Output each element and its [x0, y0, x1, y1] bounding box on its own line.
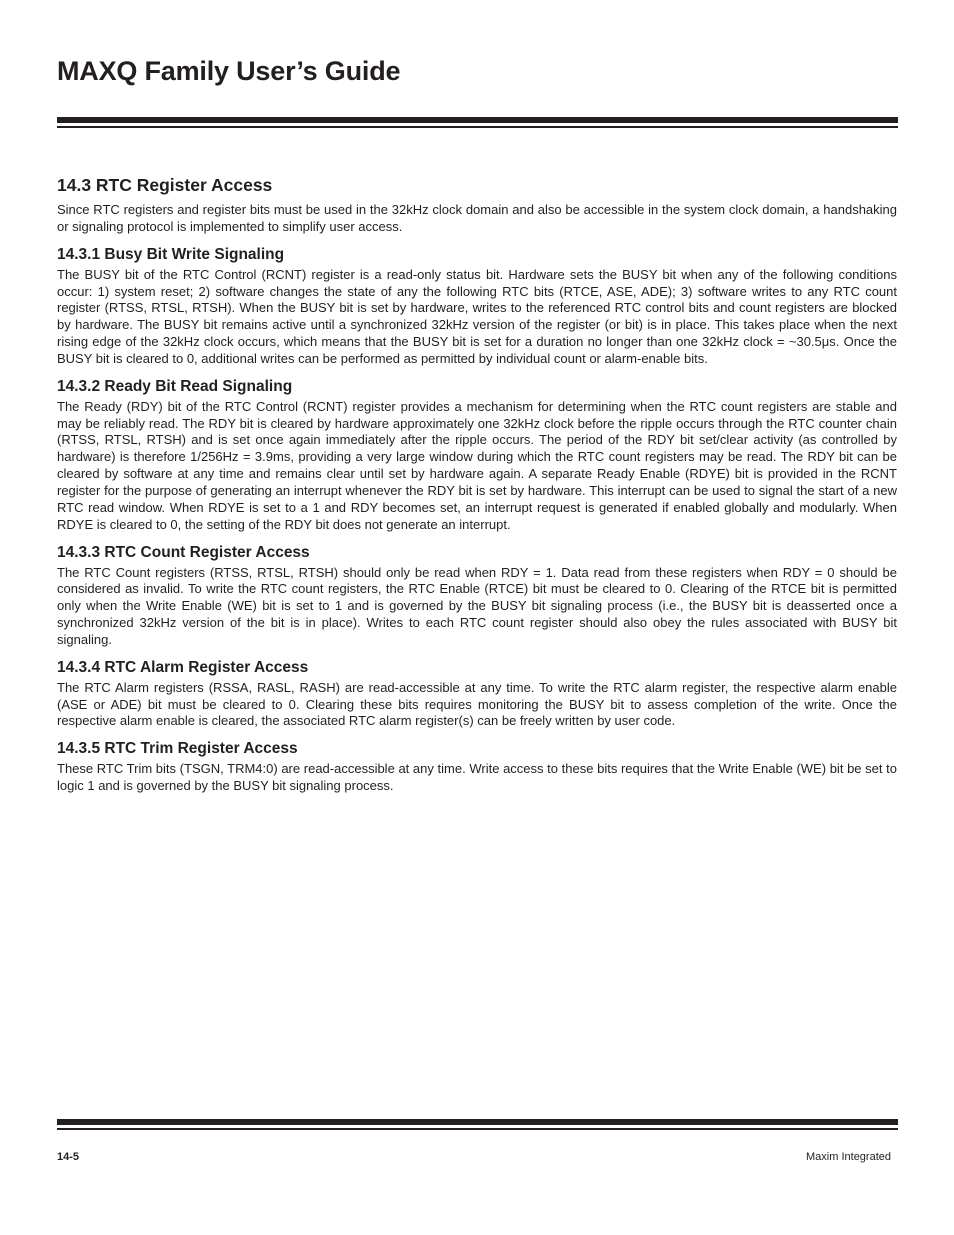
subsection-heading-ready-bit: 14.3.2 Ready Bit Read Signaling	[57, 377, 293, 395]
document-title: MAXQ Family User’s Guide	[57, 56, 401, 86]
section-intro: Since RTC registers and register bits must be used in the 32kHz clock domain and also be accessible in the system clock domain, a handshaking or signaling protocol is implemented to simplify user access.	[57, 202, 897, 234]
subsection-body-ready-bit: The Ready (RDY) bit of the RTC Control (RCNT) register provides a mechanism for determining when the RTC count registers are stable and may be reliably read. The RDY bit is cleared by hardware approximately one 32kHz clock before the ripple occurs through the RTC counter chain (RTSS, RTSL, RTSH) and is set once again immediately after the ripple occurs. The period of the RDY bit set/clear activity (as controlled by hardware) is therefore 1/256Hz = 3.9ms, providing a very large window during which the RTC count registers may be read. The RDY bit can be cleared by software at any time and remains clear until set by hardware again. A separate Ready Enable (RDYE) bit is provided in the RCNT register for the purpose of generating an interrupt whenever the RDY bit is set by hardware. This interrupt can be used to signal the start of a new RTC read window. When RDYE is set to a 1 and RDY becomes set, an interrupt request is generated if enabled globally and modularly. When RDYE is cleared to 0, the setting of the RDY bit does not generate an interrupt.	[57, 398, 897, 532]
section-heading: 14.3 RTC Register Access	[57, 175, 273, 195]
subsection-body-alarm-register: The RTC Alarm registers (RSSA, RASL, RASH) are read-accessible at any time. To write the RTC alarm register, the respective alarm enable (ASE or ADE) bit must be cleared to 0. Clearing these bits requires monitoring the BUSY bit to assess completion of the write. Once the respective alarm enable is cleared, the associated RTC alarm register(s) can be freely written by user code.	[57, 679, 897, 729]
page-number: 14-5	[57, 1151, 80, 1163]
main-content	[57, 174, 897, 795]
subsection-heading-count-register: 14.3.3 RTC Count Register Access	[57, 543, 310, 561]
subsection-heading-trim-register: 14.3.5 RTC Trim Register Access	[57, 740, 298, 758]
subsection-heading-alarm-register: 14.3.4 RTC Alarm Register Access	[57, 658, 309, 676]
subsection-body-count-register: The RTC Count registers (RTSS, RTSL, RTSH) should only be read when RDY = 1. Data read from these registers when RDY = 0 should be considered as invalid. To write the RTC count registers, the RTC Enable (RTCE) bit must be cleared to 0. Clearing of the RTCE bit is permitted only when the Write Enable (WE) bit is set to 1 and is governed by the BUSY bit signaling process (i.e., the BUSY bit is deasserted once a synchronized 32kHz version of the bit is in place). Writes to each RTC count register should also obey the rules associated with BUSY bit signaling.	[57, 564, 897, 647]
header-rule-thin	[57, 126, 898, 128]
header-rule-thick	[57, 117, 898, 123]
subsection-heading-busy-bit: 14.3.1 Busy Bit Write Signaling	[57, 245, 285, 263]
footer-rule-thin	[57, 1128, 898, 1130]
subsection-body-busy-bit: The BUSY bit of the RTC Control (RCNT) register is a read-only status bit. Hardware sets the BUSY bit when any of the following conditions occur: 1) system reset; 2) software changes the state of any the following RTC bits (RTCE, ASE, ADE); 3) software writes to any RTC count register (RTSS, RTSL, RTSH). When the BUSY bit is set by hardware, writes to the referenced RTC control bits and count registers are blocked by hardware. The BUSY bit remains active until a synchronized 32kHz version of the register (or bit) is in place. This takes place when the next rising edge of the 32kHz clock occurs, which means that the BUSY bit is set for a duration no longer than one 32kHz clock = ~30.5μs. Once the BUSY bit is cleared to 0, additional writes can be performed as permitted by individual count or alarm-enable bits.	[57, 266, 897, 366]
subsection-body-trim-register: These RTC Trim bits (TSGN, TRM4:0) are read-accessible at any time. Write access to these bits requires that the Write Enable (WE) bit be set to logic 1 and is governed by the BUSY bit signaling process.	[57, 761, 897, 794]
footer-rule-thick	[57, 1119, 898, 1125]
footer-company: Maxim Integrated	[806, 1151, 891, 1163]
